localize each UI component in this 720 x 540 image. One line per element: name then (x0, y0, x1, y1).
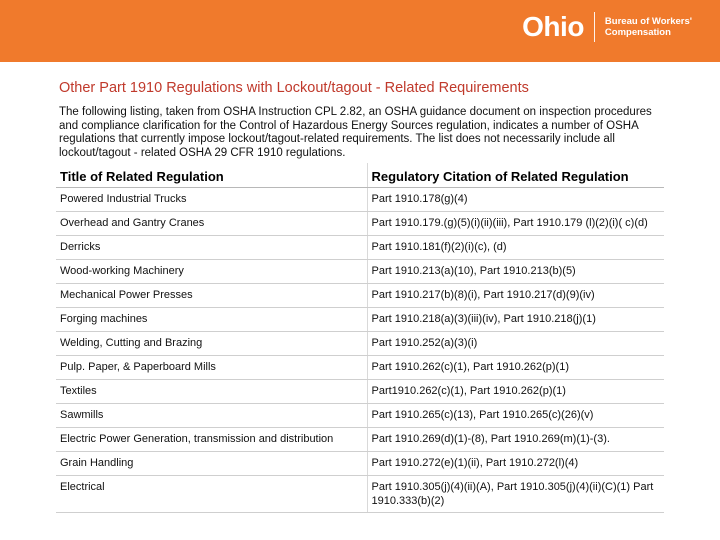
logo-line-2: Compensation (604, 27, 671, 38)
regulation-citation: Part 1910.179.(g)(5)(i)(ii)(iii), Part 1910.179 (l)(2)(i)( c)(d) (367, 212, 664, 236)
regulation-citation: Part1910.262(c)(1), Part 1910.262(p)(1) (367, 380, 664, 404)
header-banner (0, 0, 720, 62)
header-citation-column: Regulatory Citation of Related Regulation (367, 163, 664, 188)
regulation-title: Electric Power Generation, transmission and distribution (56, 428, 367, 452)
table-row (56, 188, 664, 212)
table-row (56, 476, 664, 513)
logo-ohio-word: Ohio (522, 11, 584, 42)
regulation-title: Pulp. Paper, & Paperboard Mills (56, 356, 367, 380)
table-row (56, 260, 664, 284)
regulation-title: Sawmills (56, 404, 367, 428)
regulation-citation: Part 1910.262(c)(1), Part 1910.262(p)(1) (367, 356, 664, 380)
regulation-citation: Part 1910.265(c)(13), Part 1910.265(c)(26)(v) (367, 404, 664, 428)
intro-paragraph: The following listing, taken from OSHA Instruction CPL 2.82, an OSHA guidance document on inspection procedures and compliance clarification for the Control of Hazardous Energy Sources regulation, indicates a number of OSHA regulations that currently impose lockout/tagout-related requirements. The list does not necessarily include all lockout/tagout - related OSHA 29 CFR 1910 regulations. (59, 106, 652, 159)
table-row (56, 284, 664, 308)
regulation-title: Powered Industrial Trucks (56, 188, 367, 212)
regulation-title: Grain Handling (56, 452, 367, 476)
regulation-citation: Part 1910.218(a)(3)(iii)(iv), Part 1910.218(j)(1) (367, 308, 664, 332)
table-row (56, 452, 664, 476)
table-header-row (56, 163, 664, 188)
logo-divider (594, 12, 595, 42)
regulation-citation: Part 1910.217(b)(8)(i), Part 1910.217(d)(9)(iv) (367, 284, 664, 308)
table-row (56, 356, 664, 380)
regulation-title: Forging machines (56, 308, 367, 332)
logo-line-1: Bureau of Workers' (604, 16, 692, 27)
regulations-table (56, 163, 664, 513)
table-row (56, 404, 664, 428)
regulation-title: Welding, Cutting and Brazing (56, 332, 367, 356)
header-title-column: Title of Related Regulation (56, 163, 367, 188)
regulation-citation: Part 1910.252(a)(3)(i) (367, 332, 664, 356)
regulation-citation: Part 1910.305(j)(4)(ii)(A), Part 1910.305(j)(4)(ii)(C)(1) Part 1910.333(b)(2) (367, 476, 664, 513)
regulation-title: Mechanical Power Presses (56, 284, 367, 308)
table-row (56, 380, 664, 404)
logo-org-name (605, 16, 692, 38)
table-row (56, 236, 664, 260)
slide-title: Other Part 1910 Regulations with Lockout/tagout - Related Requirements (59, 80, 529, 96)
regulation-citation: Part 1910.181(f)(2)(i)(c), (d) (367, 236, 664, 260)
table-row (56, 428, 664, 452)
regulation-citation: Part 1910.269(d)(1)-(8), Part 1910.269(m)(1)-(3). (367, 428, 664, 452)
regulation-title: Wood-working Machinery (56, 260, 367, 284)
bwc-logo (522, 12, 692, 42)
regulation-citation: Part 1910.272(e)(1)(ii), Part 1910.272(l)(4) (367, 452, 664, 476)
table-row (56, 332, 664, 356)
table-row (56, 308, 664, 332)
regulation-citation: Part 1910.213(a)(10), Part 1910.213(b)(5) (367, 260, 664, 284)
regulation-citation: Part 1910.178(g)(4) (367, 188, 664, 212)
table-row (56, 212, 664, 236)
regulation-title: Textiles (56, 380, 367, 404)
regulation-title: Derricks (56, 236, 367, 260)
regulation-title: Electrical (56, 476, 367, 513)
regulation-title: Overhead and Gantry Cranes (56, 212, 367, 236)
